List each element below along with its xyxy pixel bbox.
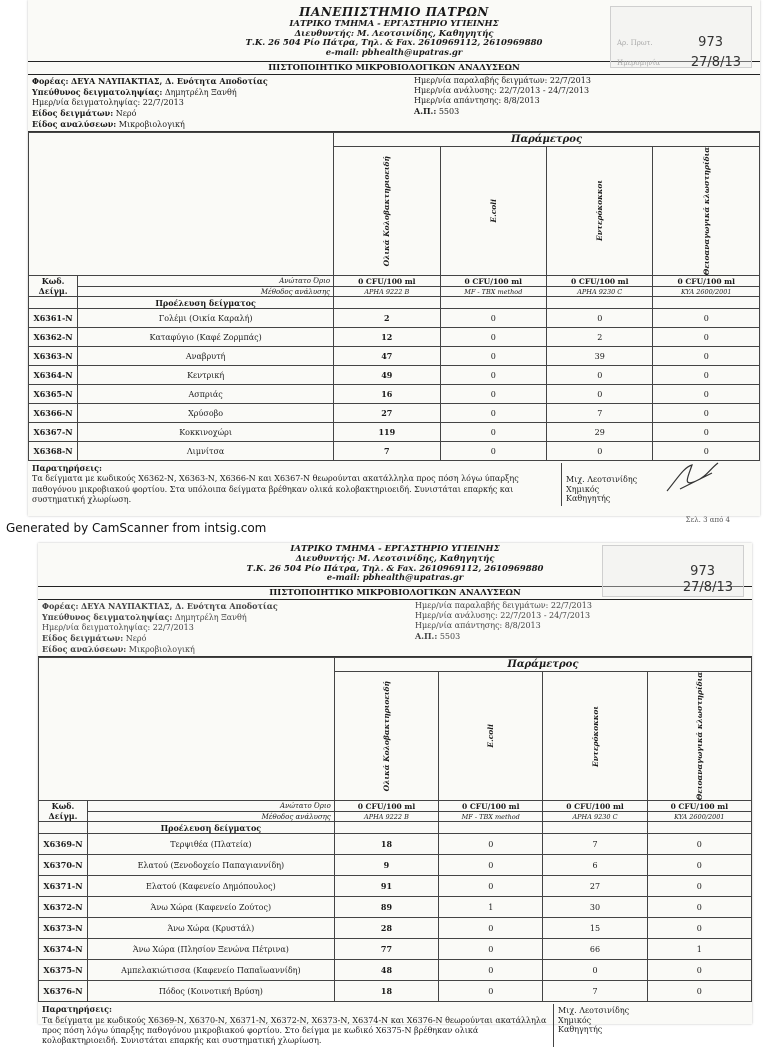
source-header: Προέλευση δείγματος <box>78 297 334 309</box>
page-number: Σελ. 3 από 4 <box>685 515 730 524</box>
sample-code: Χ6372-Ν <box>39 897 88 918</box>
sample-code: Χ6373-Ν <box>39 918 88 939</box>
ap-label: Α.Π.: <box>415 631 438 642</box>
analysis-type-label: Είδος αναλύσεων: <box>32 118 117 129</box>
result-value: 30 <box>543 897 647 918</box>
sample-source: Ελατού (Καφενείο Δημόπουλος) <box>87 876 334 897</box>
code-header: Κωδ. Δείγμ. <box>39 801 88 822</box>
sample-type-value: Νερό <box>125 634 147 644</box>
result-value: 0 <box>647 981 751 1002</box>
sample-source: Γολέμι (Οικία Καραλή) <box>78 309 334 328</box>
observations-text: Τα δείγματα με κωδικούς Χ6362-Ν, Χ6363-Ν, Χ6366-Ν και Χ6367-Ν θεωρούνται ακατάλληλα προς πόση λόγω ύπαρξης παθογόνου μικροβιακού φορτίου. Στα υπόλοιπα δείγματα βρέθηκαν ολικά κολοβακτηριοειδή. Συνιστάται επαρκής και συστηματική χλωρίωση. <box>32 474 519 505</box>
sample-source: Κεντρική <box>78 366 334 385</box>
protocol-stamp <box>610 6 752 68</box>
receipt-label: Ημερ/νία παραλαβής δειγμάτων: <box>414 75 548 85</box>
param-name: Εντερόκοκκοι <box>543 672 647 801</box>
sample-type-label: Είδος δειγμάτων: <box>32 107 114 118</box>
sample-source: Άνω Χώρα (Κρυστάλ) <box>87 918 334 939</box>
sample-source: Ασπριάς <box>78 385 334 404</box>
analysis-date-label: Ημερ/νία ανάλυσης: <box>415 611 498 621</box>
param-header: Παράμετρος <box>334 658 751 672</box>
result-value: 0 <box>547 366 653 385</box>
sampler-value: Δημητρέλη Ξανθή <box>164 87 237 97</box>
sampling-date-value: 22/7/2013 <box>142 97 184 107</box>
param-method: KYA 2600/2001 <box>647 812 751 822</box>
table-row <box>39 981 752 1002</box>
signature-block <box>561 463 756 506</box>
sample-type-value: Νερό <box>115 108 137 118</box>
result-value: 27 <box>334 404 440 423</box>
table-row <box>39 897 752 918</box>
result-value: 0 <box>547 385 653 404</box>
result-value: 49 <box>334 366 440 385</box>
observations-text: Τα δείγματα με κωδικούς Χ6369-Ν, Χ6370-Ν, Χ6371-Ν, Χ6372-Ν, Χ6373-Ν, Χ6374-Ν και Χ6376-Ν θεωρούνται ακατάλληλα προς πόση λόγω ύπαρξης παθογόνου μικροβιακού φορτίου. Στο δείγμα με κωδικό Χ6375-Ν βρέθηκαν ολικά κολοβακτηριοειδή. Συνιστάται επαρκής και συστηματική χλωρίωση. <box>42 1015 547 1046</box>
param-name: Ολικά Κολοβακτηριοειδή <box>334 672 438 801</box>
result-value: 27 <box>543 876 647 897</box>
reply-label: Ημερ/νία απάντησης: <box>414 95 502 105</box>
param-header: Παράμετρος <box>334 132 760 146</box>
sample-type-label: Είδος δειγμάτων: <box>42 633 124 644</box>
observations <box>28 461 760 508</box>
analysis-date-label: Ημερ/νία ανάλυσης: <box>414 85 497 95</box>
ap-label: Α.Π.: <box>414 105 437 116</box>
sample-source: Αμπελακιώτισσα (Καφενείο Παπαϊωαννίδη) <box>87 960 334 981</box>
receipt-value: 22/7/2013 <box>549 75 591 85</box>
info-block <box>28 75 760 132</box>
result-value: 91 <box>334 876 438 897</box>
param-method: APHA 9222 B <box>334 812 438 822</box>
signature-role: Χημικός <box>558 1015 592 1025</box>
sampling-date-label: Ημερ/νία δειγματοληψίας: <box>32 97 141 107</box>
source-header: Προέλευση δείγματος <box>87 822 334 834</box>
foreas-label: Φορέας: <box>42 601 79 612</box>
sampler-label: Υπεύθυνος δειγματοληψίας: <box>32 86 163 97</box>
param-method: MF - TBX method <box>439 812 543 822</box>
table-row <box>29 385 760 404</box>
result-value: 29 <box>547 423 653 442</box>
result-value: 0 <box>647 918 751 939</box>
sample-source: Ελατού (Ξενοδοχείο Παπαγιαννίδη) <box>87 855 334 876</box>
report-sheet-1 <box>28 0 760 524</box>
protocol-stamp <box>602 545 744 597</box>
result-value: 0 <box>653 309 760 328</box>
reply-value: 8/8/2013 <box>504 621 541 631</box>
sample-code: Χ6375-Ν <box>39 960 88 981</box>
observations <box>38 1002 752 1049</box>
param-name: E.coli <box>439 672 543 801</box>
sampling-date-value: 22/7/2013 <box>152 623 194 633</box>
param-name: Εντερόκοκκοι <box>547 146 653 275</box>
reply-value: 8/8/2013 <box>503 95 540 105</box>
param-name: Θειοαναγωγικά κλωστηρίδια <box>653 146 760 275</box>
analysis-type-label: Είδος αναλύσεων: <box>42 644 127 655</box>
result-value: 28 <box>334 918 438 939</box>
sample-code: Χ6374-Ν <box>39 939 88 960</box>
sample-code: Χ6368-Ν <box>29 442 78 461</box>
result-value: 48 <box>334 960 438 981</box>
param-limit: 0 CFU/100 ml <box>653 276 760 287</box>
university-name: ΠΑΝΕΠΙΣΤΗΜΙΟ ΠΑΤΡΩΝ <box>299 5 489 19</box>
result-value: 9 <box>334 855 438 876</box>
result-value: 0 <box>653 442 760 461</box>
table-row <box>29 404 760 423</box>
result-value: 0 <box>653 423 760 442</box>
table-row <box>29 347 760 366</box>
result-value: 7 <box>543 981 647 1002</box>
sample-source: Αναβρυτή <box>78 347 334 366</box>
result-value: 0 <box>547 442 653 461</box>
limit-label: Ανώτατο Όριο <box>78 276 334 287</box>
result-value: 0 <box>439 918 543 939</box>
result-value: 15 <box>543 918 647 939</box>
sample-code: Χ6371-Ν <box>39 876 88 897</box>
sheet2-rows <box>39 834 752 1002</box>
signature-name: Μιχ. Λεοτσινίδης <box>566 475 638 485</box>
certificate-title: ΠΙΣΤΟΠΟΙΗΤΙΚΟ ΜΙΚΡΟΒΙΟΛΟΓΙΚΩΝ ΑΝΑΛΥΣΕΩΝ <box>28 61 760 75</box>
sampling-date-label: Ημερ/νία δειγματοληψίας: <box>42 623 151 633</box>
result-value: 1 <box>439 897 543 918</box>
ap-value: 5503 <box>439 632 461 642</box>
result-value: 7 <box>543 834 647 855</box>
param-name: Ολικά Κολοβακτηριοειδή <box>334 146 440 275</box>
observations-label: Παρατηρήσεις: <box>42 1004 112 1015</box>
sample-source: Κοκκινοχώρι <box>78 423 334 442</box>
result-value: 0 <box>547 309 653 328</box>
signature-block <box>553 1004 748 1047</box>
stamp-label-number: Αρ. Πρωτ. <box>617 39 653 47</box>
sampler-label: Υπεύθυνος δειγματοληψίας: <box>42 612 173 623</box>
stamp-label-date: Ημερομηνία <box>617 59 661 67</box>
sample-code: Χ6370-Ν <box>39 855 88 876</box>
results-table <box>38 657 752 1002</box>
result-value: 0 <box>653 404 760 423</box>
sample-code: Χ6362-Ν <box>29 328 78 347</box>
department-name: ΙΑΤΡΙΚΟ ΤΜΗΜΑ - ΕΡΓΑΣΤΗΡΙΟ ΥΓΙΕΙΝΗΣ <box>290 544 500 554</box>
table-row <box>29 328 760 347</box>
result-value: 12 <box>334 328 440 347</box>
foreas-value: ΔΕΥΑ ΝΑΥΠΑΚΤΙΑΣ, Δ. Ενότητα Αποδοτίας <box>81 601 278 612</box>
result-value: 0 <box>439 981 543 1002</box>
observations-label: Παρατηρήσεις: <box>32 463 102 474</box>
result-value: 119 <box>334 423 440 442</box>
result-value: 0 <box>647 855 751 876</box>
sample-source: Λιμνίτσα <box>78 442 334 461</box>
table-row <box>39 918 752 939</box>
table-row <box>29 366 760 385</box>
result-value: 77 <box>334 939 438 960</box>
result-value: 89 <box>334 897 438 918</box>
sampler-value: Δημητρέλη Ξανθή <box>174 613 247 623</box>
result-value: 0 <box>647 897 751 918</box>
address-line: Τ.Κ. 26 504 Ρίο Πάτρα, Τηλ. & Fax. 2610969112, 2610969880 <box>245 38 543 49</box>
address-line: Τ.Κ. 26 504 Ρίο Πάτρα, Τηλ. & Fax. 2610969112, 2610969880 <box>246 563 544 574</box>
scanner-caption: Generated by CamScanner from intsig.com <box>6 521 267 535</box>
signature-title: Καθηγητής <box>566 494 611 504</box>
result-value: 0 <box>440 442 546 461</box>
sample-code: Χ6364-Ν <box>29 366 78 385</box>
result-value: 16 <box>334 385 440 404</box>
result-value: 0 <box>439 855 543 876</box>
director-line: Διευθυντής: Μ. Λεοτσινίδης, Καθηγητής <box>295 553 495 564</box>
param-name: E.coli <box>440 146 546 275</box>
method-label: Μέθοδος ανάλυσης <box>78 287 334 297</box>
sheet1-rows <box>29 309 760 461</box>
sample-code: Χ6367-Ν <box>29 423 78 442</box>
signature-role: Χημικός <box>566 484 600 494</box>
result-value: 0 <box>653 347 760 366</box>
result-value: 0 <box>647 876 751 897</box>
sample-source: Καταφύγιο (Καφέ Ζορμπάς) <box>78 328 334 347</box>
code-header: Κωδ. Δείγμ. <box>29 276 78 297</box>
table-row <box>39 960 752 981</box>
table-row <box>39 939 752 960</box>
department-name: ΙΑΤΡΙΚΟ ΤΜΗΜΑ - ΕΡΓΑΣΤΗΡΙΟ ΥΓΙΕΙΝΗΣ <box>289 18 499 29</box>
param-limit: 0 CFU/100 ml <box>440 276 546 287</box>
result-value: 2 <box>547 328 653 347</box>
result-value: 0 <box>440 347 546 366</box>
result-value: 0 <box>653 328 760 347</box>
analysis-type-value: Μικροβιολογική <box>118 119 185 129</box>
result-value: 0 <box>653 385 760 404</box>
sample-source: Χρύσοβο <box>78 404 334 423</box>
director-line: Διευθυντής: Μ. Λεοτσινίδης, Καθηγητής <box>294 28 494 39</box>
param-method: APHA 9230 C <box>543 812 647 822</box>
sample-source: Άνω Χώρα (Πλησίον Ξενώνα Πέτρινα) <box>87 939 334 960</box>
sample-code: Χ6376-Ν <box>39 981 88 1002</box>
result-value: 0 <box>440 366 546 385</box>
result-value: 2 <box>334 309 440 328</box>
sample-code: Χ6366-Ν <box>29 404 78 423</box>
sample-code: Χ6363-Ν <box>29 347 78 366</box>
result-value: 18 <box>334 834 438 855</box>
param-method: KYA 2600/2001 <box>653 287 760 297</box>
param-method: APHA 9230 C <box>547 287 653 297</box>
analysis-type-value: Μικροβιολογική <box>128 645 195 655</box>
ap-value: 5503 <box>438 106 460 116</box>
param-limit: 0 CFU/100 ml <box>334 801 438 812</box>
info-block <box>38 600 752 657</box>
sample-source: Πόδος (Κοινοτική Βρύση) <box>87 981 334 1002</box>
result-value: 0 <box>440 328 546 347</box>
param-limit: 0 CFU/100 ml <box>439 801 543 812</box>
param-limit: 0 CFU/100 ml <box>334 276 440 287</box>
sample-source: Άνω Χώρα (Καφενείο Ζούτος) <box>87 897 334 918</box>
param-method: APHA 9222 B <box>334 287 440 297</box>
table-row <box>29 442 760 461</box>
result-value: 0 <box>440 385 546 404</box>
signature-mark <box>662 459 722 499</box>
analysis-date-value: 22/7/2013 - 24/7/2013 <box>500 611 591 621</box>
param-limit: 0 CFU/100 ml <box>543 801 647 812</box>
signature-name: Μιχ. Λεοτσινίδης <box>558 1006 630 1016</box>
result-value: 47 <box>334 347 440 366</box>
param-limit: 0 CFU/100 ml <box>647 801 751 812</box>
param-method: MF - TBX method <box>440 287 546 297</box>
sample-code: Χ6365-Ν <box>29 385 78 404</box>
receipt-label: Ημερ/νία παραλαβής δειγμάτων: <box>415 601 549 611</box>
foreas-value: ΔΕΥΑ ΝΑΥΠΑΚΤΙΑΣ, Δ. Ενότητα Αποδοτίας <box>71 75 268 86</box>
result-value: 0 <box>439 960 543 981</box>
table-row <box>39 876 752 897</box>
result-value: 0 <box>653 366 760 385</box>
sample-source: Τερψιθέα (Πλατεία) <box>87 834 334 855</box>
param-name: Θειοαναγωγικά κλωστηρίδια <box>647 672 751 801</box>
result-value: 1 <box>647 939 751 960</box>
result-value: 66 <box>543 939 647 960</box>
result-value: 0 <box>543 960 647 981</box>
table-row <box>39 855 752 876</box>
result-value: 7 <box>547 404 653 423</box>
receipt-value: 22/7/2013 <box>550 601 592 611</box>
stamp-date: 27/8/13 <box>682 580 733 595</box>
report-sheet-2 <box>38 543 752 1046</box>
sample-code: Χ6361-Ν <box>29 309 78 328</box>
limit-label: Ανώτατο Όριο <box>87 801 334 812</box>
table-row <box>39 834 752 855</box>
foreas-label: Φορέας: <box>32 75 69 86</box>
result-value: 0 <box>647 834 751 855</box>
result-value: 0 <box>440 309 546 328</box>
table-row <box>29 423 760 442</box>
result-value: 0 <box>440 423 546 442</box>
result-value: 39 <box>547 347 653 366</box>
stamp-date: 27/8/13 <box>690 55 741 70</box>
analysis-date-value: 22/7/2013 - 24/7/2013 <box>499 85 590 95</box>
result-value: 6 <box>543 855 647 876</box>
result-value: 0 <box>440 404 546 423</box>
result-value: 0 <box>439 939 543 960</box>
result-value: 18 <box>334 981 438 1002</box>
results-table <box>28 132 760 461</box>
result-value: 7 <box>334 442 440 461</box>
result-value: 0 <box>439 876 543 897</box>
stamp-number: 973 <box>698 35 723 50</box>
table-row <box>29 309 760 328</box>
method-label: Μέθοδος ανάλυσης <box>87 812 334 822</box>
result-value: 0 <box>647 960 751 981</box>
reply-label: Ημερ/νία απάντησης: <box>415 621 503 631</box>
result-value: 0 <box>439 834 543 855</box>
signature-title: Καθηγητής <box>558 1025 603 1035</box>
sample-code: Χ6369-Ν <box>39 834 88 855</box>
email-line: e-mail: pbhealth@upatras.gr <box>326 573 464 584</box>
param-limit: 0 CFU/100 ml <box>547 276 653 287</box>
certificate-title: ΠΙΣΤΟΠΟΙΗΤΙΚΟ ΜΙΚΡΟΒΙΟΛΟΓΙΚΩΝ ΑΝΑΛΥΣΕΩΝ <box>38 586 752 600</box>
email-line: e-mail: pbhealth@upatras.gr <box>325 48 463 59</box>
stamp-number: 973 <box>690 564 715 579</box>
